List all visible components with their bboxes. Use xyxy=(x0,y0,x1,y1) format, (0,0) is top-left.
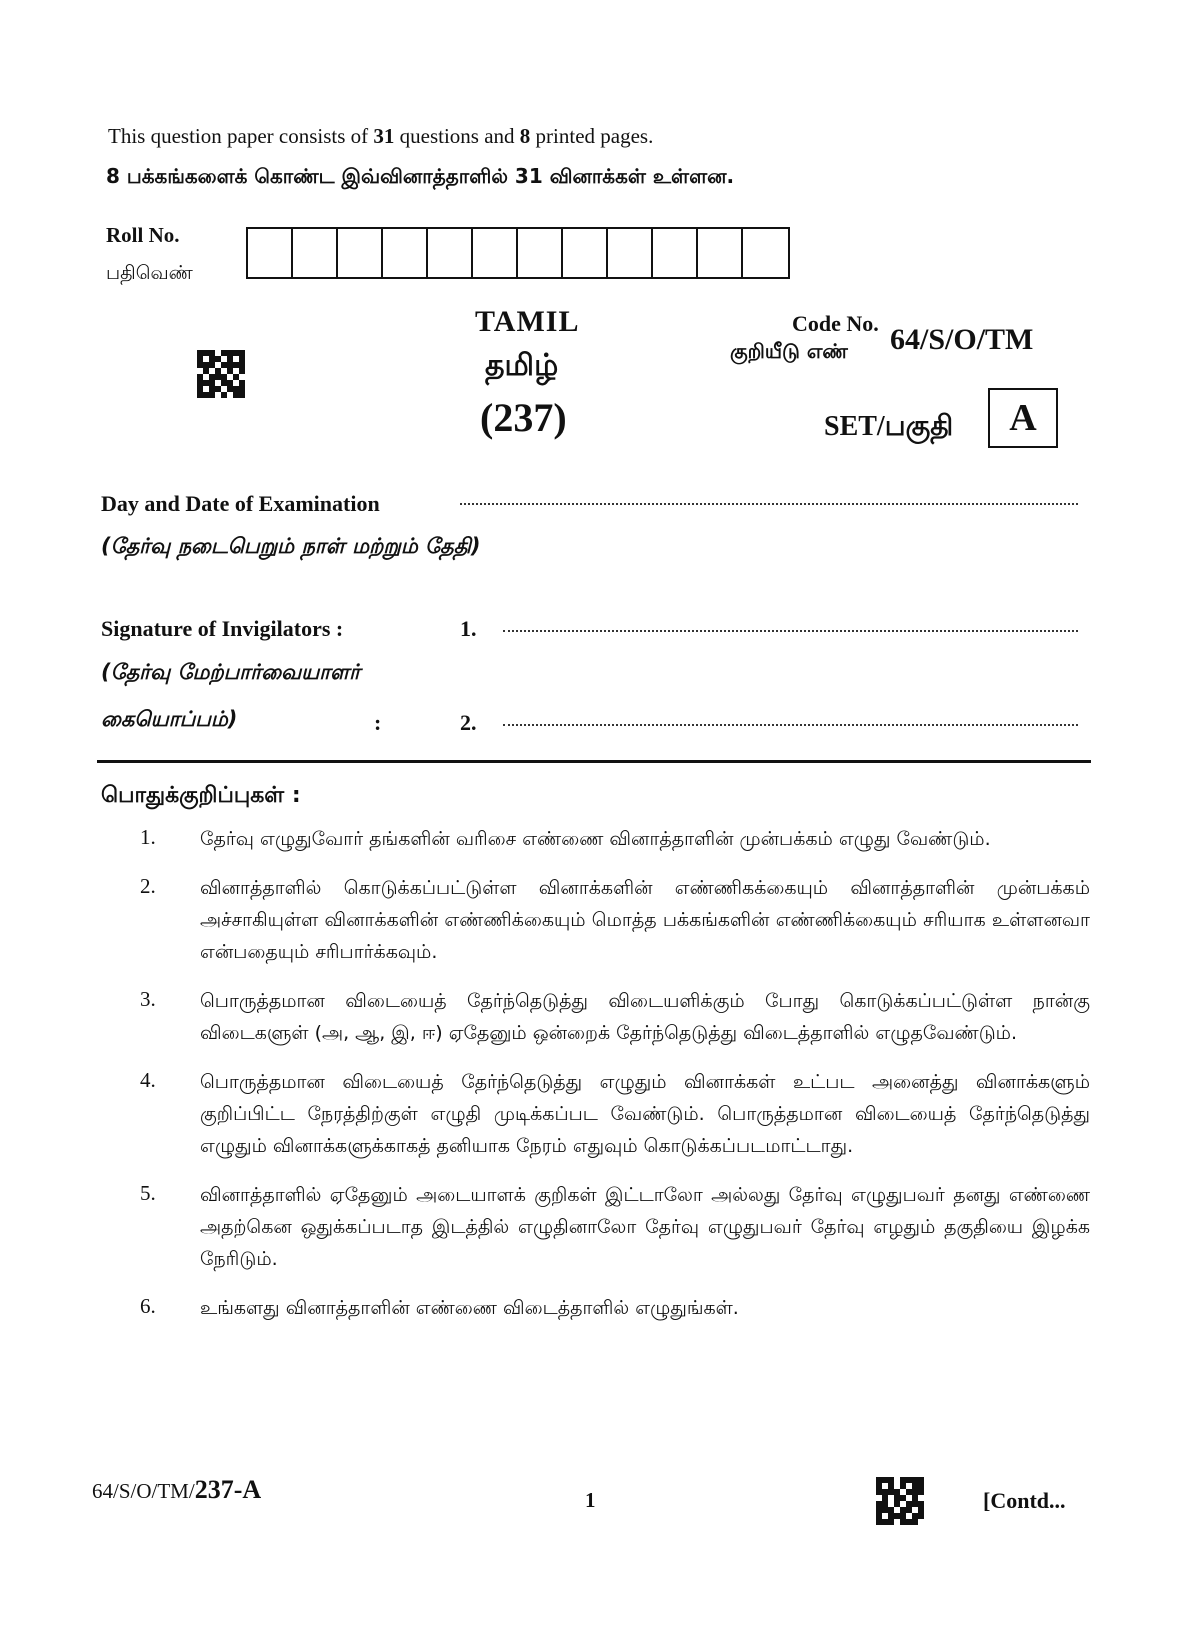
divider xyxy=(97,760,1091,763)
instructions-list xyxy=(140,823,1090,1341)
info-text: questions and xyxy=(394,124,520,148)
instruction-item xyxy=(140,872,1090,968)
instruction-number: 4. xyxy=(140,1068,156,1092)
invigilator-signature-field-1[interactable] xyxy=(503,630,1078,632)
roll-number-label-tamil: பதிவெண் xyxy=(106,262,193,284)
instruction-item xyxy=(140,1066,1090,1162)
instruction-text: தேர்வு எழுதுவோர் தங்களின் வரிசை எண்ணை வினாத்தாளின் முன்பக்கம் எழுது வேண்டும். xyxy=(200,828,991,850)
qr-code-icon xyxy=(876,1477,924,1525)
instructions-heading: பொதுக்குறிப்புகள் : xyxy=(101,783,301,808)
paper-info-line-tamil: 8 பக்கங்களைக் கொண்ட இவ்வினாத்தாளில் 31 வினாக்கள் உள்ளன. xyxy=(106,164,735,188)
code-number-value: 64/S/O/TM xyxy=(890,323,1034,356)
instruction-item xyxy=(140,985,1090,1049)
roll-digit-box[interactable] xyxy=(338,229,383,277)
roll-digit-box[interactable] xyxy=(473,229,518,277)
instruction-number: 6. xyxy=(140,1294,156,1318)
instruction-number: 2. xyxy=(140,874,156,898)
roll-digit-box[interactable] xyxy=(698,229,743,277)
roll-digit-box[interactable] xyxy=(743,229,788,277)
subject-code: (237) xyxy=(480,395,567,440)
roll-number-label: Roll No. xyxy=(106,223,180,247)
footer-paper-code xyxy=(92,1475,261,1505)
subject-name: TAMIL xyxy=(475,305,580,338)
instruction-item xyxy=(140,823,1090,855)
footer-code-suffix: 237-A xyxy=(194,1475,262,1504)
roll-digit-box[interactable] xyxy=(383,229,428,277)
subject-name-tamil: தமிழ் xyxy=(485,348,559,383)
page-number: 1 xyxy=(585,1488,596,1512)
roll-digit-box[interactable] xyxy=(518,229,563,277)
invigilator-signature-field-2[interactable] xyxy=(503,724,1078,726)
info-text: printed pages. xyxy=(530,124,654,148)
colon: : xyxy=(374,710,382,735)
info-text: This question paper consists of xyxy=(108,124,374,148)
set-label: SET/பகுதி xyxy=(824,411,954,442)
roll-digit-box[interactable] xyxy=(428,229,473,277)
instruction-text: வினாத்தாளில் ஏதேனும் அடையாளக் குறிகள் இட்டாலோ அல்லது தேர்வு எழுதுபவர் தனது எண்ணை அதற்கென ஒதுக்கப்படாத இடத்தில் எழுதினாலோ தேர்வு எழுதுபவர் தேர்வு எழதும் தகுதியை இழக்க நேரிடும். xyxy=(200,1184,1090,1270)
instruction-text: உங்களது வினாத்தாளின் எண்ணை விடைத்தாளில் எழுதுங்கள். xyxy=(200,1297,739,1319)
exam-date-label: Day and Date of Examination xyxy=(101,491,380,516)
roll-digit-box[interactable] xyxy=(608,229,653,277)
instruction-text: பொருத்தமான விடையைத் தேர்ந்தெடுத்து எழுதும் வினாக்கள் உட்பட அனைத்து வினாக்களும் குறிப்பிட்ட நேரத்திற்குள் எழுதி முடிக்கப்பட வேண்டும். பொருத்தமான விடையைத் தேர்ந்தெடுத்து எழுதும் வினாக்களுக்காகத் தனியாக நேரம் எதுவும் கொடுக்கப்படமாட்டாது. xyxy=(200,1071,1090,1157)
continued-marker: [Contd... xyxy=(983,1488,1066,1513)
page-count: 8 xyxy=(519,124,531,148)
roll-digit-box[interactable] xyxy=(563,229,608,277)
instruction-text: பொருத்தமான விடையைத் தேர்ந்தெடுத்து விடையளிக்கும் போது கொடுக்கப்பட்டுள்ள நான்கு விடைகளுள் (அ, ஆ, இ, ஈ) ஏதேனும் ஒன்றைக் தேர்ந்தெடுத்து விடைத்தாளில் எழுதவேண்டும். xyxy=(200,990,1090,1044)
qr-code-icon xyxy=(197,350,245,398)
invigilator-signature-label: Signature of Invigilators : xyxy=(101,616,344,641)
exam-date-label-tamil: (தேர்வு நடைபெறும் நாள் மற்றும் தேதி) xyxy=(101,534,481,558)
footer-code-prefix: 64/S/O/TM/ xyxy=(92,1479,195,1503)
instruction-item xyxy=(140,1179,1090,1275)
code-number-label-tamil: குறியீடு எண் xyxy=(730,339,848,363)
instruction-number: 1. xyxy=(140,825,156,849)
roll-digit-box[interactable] xyxy=(653,229,698,277)
invigilator-signature-label-tamil: (தேர்வு மேற்பார்வையாளர் xyxy=(101,660,361,684)
instruction-item xyxy=(140,1292,1090,1324)
exam-date-field[interactable] xyxy=(460,503,1078,505)
roll-digit-box[interactable] xyxy=(293,229,338,277)
paper-info-line xyxy=(108,124,653,149)
instruction-number: 5. xyxy=(140,1181,156,1205)
code-number-label: Code No. xyxy=(792,311,879,336)
invigilator-number-2: 2. xyxy=(460,710,477,735)
roll-number-boxes[interactable] xyxy=(246,227,790,279)
roll-digit-box[interactable] xyxy=(248,229,293,277)
instruction-number: 3. xyxy=(140,987,156,1011)
set-value-box: A xyxy=(988,388,1058,448)
invigilator-number-1: 1. xyxy=(460,616,477,641)
instruction-text: வினாத்தாளில் கொடுக்கப்பட்டுள்ள வினாக்களின் எண்ணிகக்கையும் வினாத்தாளின் முன்பக்கம் அச்சாகியுள்ள வினாக்களின் எண்ணிக்கையும் மொத்த பக்கங்களின் எண்ணிக்கையும் சரியாக உள்ளனவா என்பதையும் சரிபார்க்கவும். xyxy=(200,877,1090,963)
invigilator-signature-label-tamil: கையொப்பம்) xyxy=(101,707,238,731)
question-count: 31 xyxy=(373,124,395,148)
